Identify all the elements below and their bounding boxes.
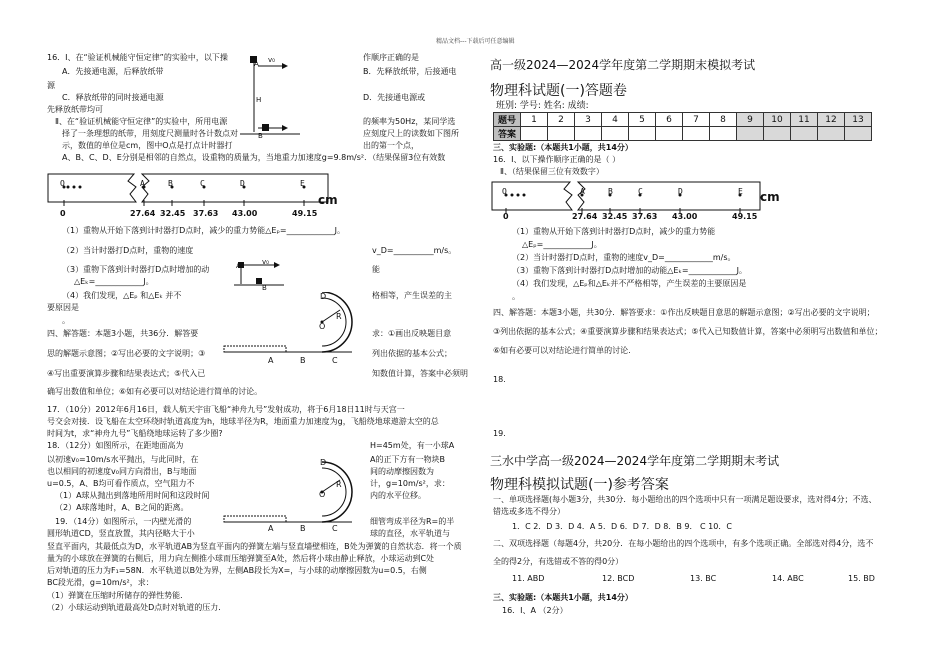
tape-right-unit: cm [760, 190, 780, 204]
small-throw-a: A [236, 262, 241, 270]
answer-table-header-cell: 6 [656, 113, 683, 127]
ref-section3-answer: 16．I、A （2分） [502, 606, 568, 615]
tape-right-value-4: 43.00 [672, 212, 698, 221]
sec4-left-3-right: 知数值计算，答案中必须明 [372, 369, 468, 378]
answer-table-row [494, 127, 872, 141]
q18-line-4: u=0.5，A、B均可看作质点，空气阻力不 [47, 479, 195, 488]
tape-right-value-2: 32.45 [602, 212, 628, 221]
answer-table [493, 112, 872, 141]
tape-right-label-e: E [738, 187, 743, 196]
answer-table-header-cell: 10 [764, 113, 791, 127]
track2-label-c: C [332, 524, 338, 533]
tape-right-value-5: 49.15 [732, 212, 758, 221]
q-part-4-right: 格相等，产生误差的主 [372, 291, 452, 300]
answer-table-header-cell: 3 [575, 113, 602, 127]
q19-line-8: （2）小球运动到轨道最高处D点时对轨道的压力． [47, 603, 227, 612]
tape-left-value-1: 27.64 [130, 209, 156, 218]
track2-label-b: B [300, 524, 306, 533]
tape-left-value-2: 32.45 [160, 209, 186, 218]
q16-line-5: 先释放纸带均可 [47, 105, 103, 114]
answer-row-label: 答案 [494, 127, 521, 141]
answer-table-header [494, 113, 872, 127]
track1-label-a: A [268, 356, 274, 365]
q19-right-2: 球的直径，水平轨道与 [370, 529, 450, 538]
answer-cell[interactable] [737, 127, 764, 141]
q-part-3-fill: △Eₖ=____________J。 [74, 277, 154, 286]
q18-right-4: 计，g=10m/s²，求： [370, 479, 450, 488]
q16-part2-1: Ⅱ、在“验证机械能守恒定律”的实验中，所用电源 [55, 117, 228, 126]
answer-cell[interactable] [710, 127, 737, 141]
answer-cell[interactable] [629, 127, 656, 141]
fill-line-4: （3）重物下落到计时器打D点时增加的动能△Eₖ=____________J。 [512, 266, 747, 275]
q19-number: 19. [493, 429, 506, 438]
ref-answer-15: 15. BD [848, 574, 875, 583]
q-part-4-b: 要原因是 [47, 303, 79, 312]
small-throw-v0: v₀ [262, 258, 269, 266]
q19-line-4: 量为的小球放在弹簧的右侧后，用力向左侧推小球而压缩弹簧至A处，然后将小球由静止释放，小球运动到C处 [47, 554, 435, 563]
q17-line-2: 号交会对接．设飞船在太空环绕时轨道高度为h，地球半径为R，地面重力加速度为g，飞船绕地球遨游太空的总 [47, 417, 439, 426]
track1-label-d: D [320, 292, 327, 301]
q19-line-5: 后对轨道的压力为F₁=58N．水平轨道以B处为界，左侧AB段长为X=，与小球的动摩擦因数为u=0.5，右侧 [47, 566, 427, 575]
sec4-left-1-right: 求：①画出反映题目意 [372, 329, 452, 338]
q16-right-4: 的频率为50Hz，某同学选 [363, 117, 456, 126]
q18-right-1: H=45m处，有一小球A [370, 441, 455, 450]
answer-cell[interactable] [845, 127, 872, 141]
answer-cell[interactable] [818, 127, 845, 141]
answer-cell[interactable] [575, 127, 602, 141]
answer-table-header-cell: 题号 [494, 113, 521, 127]
throw-label-h: H [256, 96, 262, 104]
q19-line-7: （1）弹簧在压缩时所储存的弹性势能． [47, 591, 189, 600]
track-diagram-2 [222, 460, 362, 534]
q18-line-1: 18．（12分）如图所示，在距地面高为 [47, 441, 184, 450]
tape-left-value-3: 37.63 [193, 209, 219, 218]
ref-section1-answers: 1．C 2．D 3．D 4．A 5．D 6．D 7．D 8．B 9． C 10．C [512, 522, 732, 531]
q16-prompt: 16．I、以下操作顺序正确的是（ ） [493, 155, 621, 164]
ref-answer-14: 14. ABC [772, 574, 804, 583]
tape-right-label-b: B [608, 187, 613, 196]
q-part-4: （4）我们发现，△Eₚ 和△Eₖ 并不 [62, 291, 182, 300]
q17-line-3: 时间为t，求“神舟九号”飞船绕地球运转了多少圈? [47, 429, 223, 438]
q16-option-d: D．先接通电源或 [363, 93, 426, 102]
tape-left-label-a: A [140, 179, 145, 188]
track2-label-o: O [319, 490, 326, 499]
section3-heading: 三、实验题:（本题共1小题，共14分） [493, 143, 633, 152]
q18-right-3: 间的动摩擦因数为 [370, 467, 434, 476]
q16-part2-4: A、B、C、D、E分别是相邻的自然点，设重物的质量为，当地重力加速度g=9.8m/s²．（结果保留3位有效数 [62, 153, 446, 162]
sec4-left-2: 思的解题示意图；②写出必要的文字说明；③ [47, 349, 206, 358]
answer-cell[interactable] [791, 127, 818, 141]
tape-right-label-o: O [502, 187, 507, 196]
q18-right-5: 内的水平位移。 [370, 491, 426, 500]
q18-line-5: （1）A球从抛出到落地所用时间和这段时间 [55, 491, 210, 500]
q-part-2-right: v_D=__________m/s。 [372, 246, 457, 255]
answer-table-header-cell: 12 [818, 113, 845, 127]
ref-answer-13: 13. BC [690, 574, 717, 583]
sec4-right-3: ⑥如有必要可以对结论进行简单的讨论. [493, 346, 631, 355]
tape-right-label-d: D [678, 187, 683, 196]
answer-cell[interactable] [656, 127, 683, 141]
tape-left-label-b: B [168, 179, 173, 188]
tape-left-value-5: 49.15 [292, 209, 318, 218]
q16-option-b: B．先释放纸带，后接通电 [363, 67, 457, 76]
q16-right-5: 应刻度尺上的读数如下图所 [363, 129, 459, 138]
track1-label-o: O [319, 322, 326, 331]
throw-label-v0: v₀ [268, 56, 275, 64]
tape-left-value-0: 0 [60, 209, 66, 218]
answer-cell[interactable] [683, 127, 710, 141]
q16-part2-3: 示，数值的单位是cm，图中O点是打点计时器打 [62, 141, 233, 150]
q16-part2: Ⅱ、（结果保留三位有效数字） [500, 167, 604, 176]
answer-sheet-subtitle: 物理科试题(一)答题卷 [490, 83, 627, 99]
ref-section2-b: 全的得2分，有选错或不答的得0分） [493, 557, 624, 566]
q18-right-2: A的正下方有一物块B [370, 455, 445, 464]
tape-right-value-0: 0 [503, 212, 509, 221]
q19-line-6: BC段光滑，g=10m/s²，求： [47, 578, 154, 587]
fill-line-1: （1）重物从开始下落到计时器打D点时，减少的重力势能 [512, 227, 716, 236]
track1-label-r: R [336, 312, 342, 321]
ref-answer-12: 12. BCD [602, 574, 635, 583]
track2-label-d: D [320, 458, 327, 467]
q18-line-2: 以初速v₀=10m/s水平抛出，与此同时，在 [47, 455, 199, 464]
sec4-left-3: ④写出重要演算步骤和结果表达式；⑤代入已 [47, 369, 206, 378]
answer-table-header-cell: 1 [521, 113, 548, 127]
tape-left-label-e: E [300, 179, 305, 188]
answer-table-header-cell: 5 [629, 113, 656, 127]
track1-label-b: B [300, 356, 306, 365]
q-part-2: （2）当计时器打D点时，重物的速度 [62, 246, 194, 255]
fill-line-6: 。 [512, 292, 520, 301]
answer-cell[interactable] [602, 127, 629, 141]
q18-line-3: 也以相同的初速度v₀同方向滑出，B与地面 [47, 467, 197, 476]
tape-left-label-c: C [200, 179, 205, 188]
answer-table-header-cell: 13 [845, 113, 872, 127]
q16-right-6: 出的第一个点， [363, 141, 419, 150]
sec4-left-1: 四、解答题：本题3小题，共36分．解答要 [47, 329, 199, 338]
q19-line-3: 竖直平面内，其最低点为D，水平轨道AB为竖直平面内的弹簧左端与竖直墙壁相连，B处为弹簧的自然状态．将一个质 [47, 542, 462, 551]
throw-label-b: B [258, 132, 263, 140]
answer-table-header-cell: 7 [683, 113, 710, 127]
q-part-3: （3）重物下落到计时器打D点时增加的动 [62, 265, 210, 274]
ref-section1-b: 错选或多选不得分） [493, 507, 565, 516]
tape-right-ruler [500, 208, 760, 216]
tape-left-ruler [60, 200, 320, 208]
ref-section2: 二、双项选择题（每题4分，共20分．在每小题给出的四个选项中，有多个选项正确。全部选对得4分，选不 [493, 539, 874, 548]
fill-line-2: △Eₚ=____________J。 [522, 240, 602, 249]
q18-number: 18. [493, 375, 506, 384]
tape-left-value-4: 43.00 [232, 209, 258, 218]
student-info: 班别: 学号: 姓名: 成绩: [496, 101, 589, 111]
fill-line-5: （4）我们发现，△Eₚ和△Eₖ并不严格相等，产生误差的主要原因是 [512, 279, 747, 288]
answer-table-header-cell: 11 [791, 113, 818, 127]
track1-label-c: C [332, 356, 338, 365]
throw-label-a: A [254, 60, 259, 68]
q19-line-1: 19．（14分）如图所示，一内壁光滑的 [55, 517, 192, 526]
tape-right-value-3: 37.63 [632, 212, 658, 221]
tape-left-label-o: O [60, 179, 65, 188]
q19-line-2: 圆形轨道CD，竖直放置，其内径略大于小 [47, 529, 195, 538]
sec4-left-4: 确写出数值和单位；⑥如有必要可以对结论进行简单的讨论。 [47, 387, 263, 396]
ref-answer-11: 11. ABD [512, 574, 545, 583]
q-part-3-right: 能 [372, 265, 380, 274]
answer-cell[interactable] [521, 127, 548, 141]
tape-right-label-a: A [580, 187, 585, 196]
ref-subtitle: 物理科模拟试题(一)参考答案 [490, 477, 669, 493]
sec4-left-2-right: 列出依据的基本公式； [372, 349, 452, 358]
track2-label-a: A [268, 524, 274, 533]
header-note: 精品文档---下载后可任意编辑 [436, 38, 515, 45]
ref-section1: 一、单项选择题(每小题3分，共30分．每小题给出的四个选项中只有一项满足题设要求，选对得4分；不选、 [493, 495, 877, 504]
tape-left-unit: cm [318, 193, 338, 207]
answer-table-header-cell: 2 [548, 113, 575, 127]
answer-table-header-cell: 9 [737, 113, 764, 127]
q-part-4-c: 。 [62, 316, 70, 325]
q-part-1: （1）重物从开始下落到计时器打D点时，减少的重力势能△Eₚ=____________J。 [62, 226, 345, 235]
q16-line-3: 源 [47, 81, 55, 90]
q16-option-c: C．释放纸带的同时接通电源 [62, 93, 164, 102]
q16-part2-2: 择了一条理想的纸带，用刻度尺测量时各计数点对 [62, 129, 238, 138]
q18-line-6: （2）A球落地时，A、B之间的距离。 [55, 503, 189, 512]
q16-line-1: 16．I、在“验证机械能守恒定律”的实验中，以下操 [47, 53, 228, 62]
fill-line-3: （2）当计时器打D点时，重物的速度v_D=____________m/s。 [512, 253, 736, 262]
q17-line-1: 17．（10分）2012年6月16日，载人航天宇宙飞船“神舟九号”发射成功，将于6月18日11时与天宫一 [47, 405, 405, 414]
ref-title: 三水中学高一级2024—2024学年度第二学期期末考试 [490, 454, 780, 468]
answer-table-header-cell: 4 [602, 113, 629, 127]
sec4-right-2: ③列出依据的基本公式；④重要演算步骤和结果表达式；⑤代入已知数值计算，答案中必须明写出数值和单位； [493, 327, 883, 336]
track-diagram-1 [222, 292, 362, 364]
small-throw-b: B [262, 284, 267, 292]
tape-left-label-d: D [240, 179, 245, 188]
q16-right-1: 作顺序正确的是 [363, 53, 419, 62]
answer-cell[interactable] [764, 127, 791, 141]
sec4-right-1: 四、解答题：本题3小题，共30分．解答要求：①作出反映题目意思的解题示意图；②写出必要的文字说明； [493, 308, 875, 317]
tape-right-label-c: C [638, 187, 643, 196]
tape-right-value-1: 27.64 [572, 212, 598, 221]
throw-diagram [240, 52, 310, 140]
ref-section3: 三、实验题:（本题共1小题，共14分） [493, 593, 633, 602]
track2-label-r: R [336, 480, 342, 489]
q16-option-a: A．先接通电源，后释放纸带 [62, 67, 164, 76]
q19-right-1: 细管弯成半径为R=的半 [370, 517, 455, 526]
answer-table-header-cell: 8 [710, 113, 737, 127]
answer-cell[interactable] [548, 127, 575, 141]
answer-sheet-title: 高一级2024—2024学年度第二学期期末模拟考试 [490, 58, 756, 72]
